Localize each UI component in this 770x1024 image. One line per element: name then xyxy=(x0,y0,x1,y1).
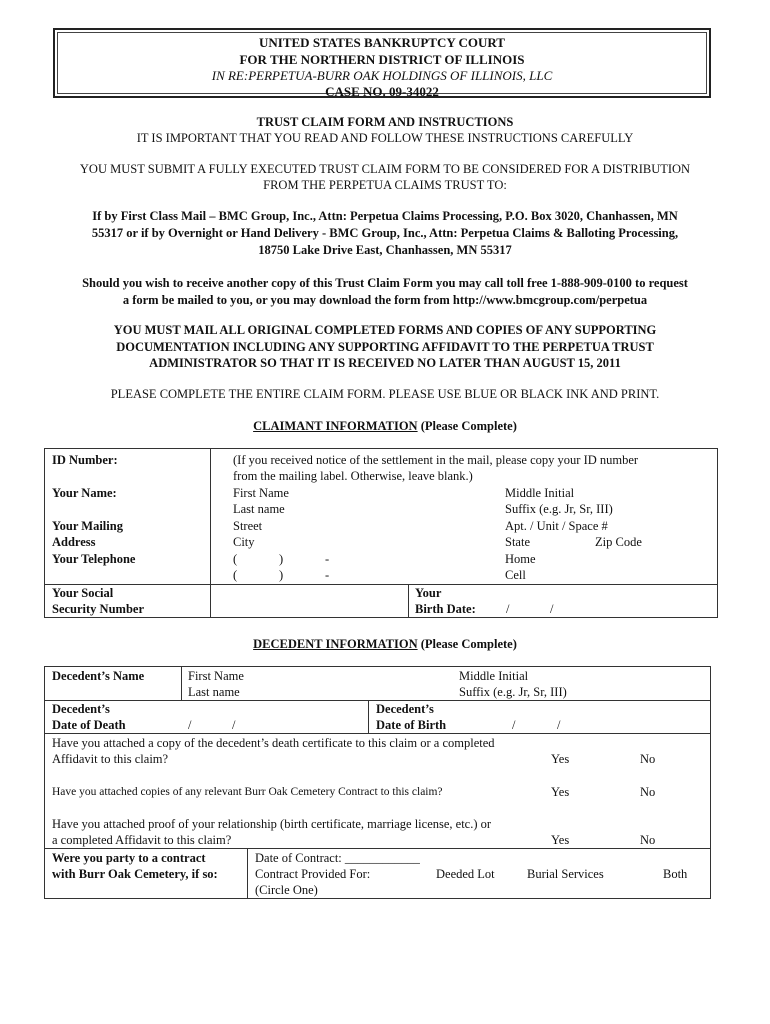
deeded-lot-option[interactable]: Deeded Lot xyxy=(436,867,495,881)
last-name-field[interactable]: Last name xyxy=(233,502,285,516)
id-number-note-2: from the mailing label. Otherwise, leave blank.) xyxy=(233,469,473,483)
ssn-label-1: Your Social xyxy=(52,586,114,600)
decedent-last-name-field[interactable]: Last name xyxy=(188,685,240,699)
claimant-birth-divider xyxy=(408,584,409,618)
decedent-heading-note: (Please Complete) xyxy=(420,637,517,651)
middle-initial-field[interactable]: Middle Initial xyxy=(505,486,575,500)
city-field[interactable]: City xyxy=(233,535,255,549)
birth-date-sep-1: / xyxy=(506,602,510,616)
birth-date-sep-2: / xyxy=(550,602,554,616)
burial-services-option[interactable]: Burial Services xyxy=(527,867,604,881)
in-re-line: IN RE:PERPETUA-BURR OAK HOLDINGS OF ILLINOIS, LLC xyxy=(211,68,553,83)
decedent-name-label: Decedent’s Name xyxy=(52,669,145,683)
decedent-suffix-field[interactable]: Suffix (e.g. Jr, Sr, III) xyxy=(459,685,567,699)
copy-request-line-2: a form be mailed to you, or you may download the form from http://www.bmcgroup.com/perpetua xyxy=(122,293,648,307)
death-date-sep-1: / xyxy=(188,718,192,732)
street-field[interactable]: Street xyxy=(233,519,263,533)
form-title: TRUST CLAIM FORM AND INSTRUCTIONS xyxy=(256,115,514,129)
claimant-table-bottom xyxy=(44,617,718,618)
submit-line-1: YOU MUST SUBMIT A FULLY EXECUTED TRUST CLAIM FORM TO BE CONSIDERED FOR A DISTRIBUTION xyxy=(79,162,691,176)
decedent-heading xyxy=(0,636,770,652)
deadline-line-2: DOCUMENTATION INCLUDING ANY SUPPORTING AFFIDAVIT TO THE PERPETUA TRUST xyxy=(116,340,654,354)
decedent-middle-initial-field[interactable]: Middle Initial xyxy=(459,669,529,683)
decedent-dates-divider xyxy=(368,700,369,734)
birth-date-label-1: Your xyxy=(415,586,442,600)
decedent-table-right xyxy=(710,666,711,899)
mailing-label-1: Your Mailing xyxy=(52,519,123,533)
question-relationship-proof-line-2: a completed Affidavit to this claim? xyxy=(52,833,232,847)
decedent-birth-sep-2: / xyxy=(557,718,561,732)
q2-yes-option[interactable]: Yes xyxy=(551,785,570,799)
suffix-field[interactable]: Suffix (e.g. Jr, Sr, III) xyxy=(505,502,613,516)
home-phone-close: ) xyxy=(279,552,284,566)
decedent-dates-row-bottom xyxy=(44,733,711,734)
id-number-label: ID Number: xyxy=(52,453,118,467)
case-number: CASE NO. 09-34022 xyxy=(325,84,439,99)
ssn-input[interactable] xyxy=(212,586,406,616)
contract-party-label-2: with Burr Oak Cemetery, if so: xyxy=(52,867,218,881)
complete-instruction: PLEASE COMPLETE THE ENTIRE CLAIM FORM. PLEASE USE BLUE OR BLACK INK AND PRINT. xyxy=(110,387,660,401)
decedent-questions-bottom xyxy=(44,848,711,849)
home-phone-field[interactable]: Home xyxy=(505,552,536,566)
claimant-table-right xyxy=(717,448,718,618)
mail-address-line-1: If by First Class Mail – BMC Group, Inc., Attn: Perpetua Claims Processing, P.O. Box 3020, Chanhassen, MN xyxy=(92,209,678,223)
death-date-sep-2: / xyxy=(232,718,236,732)
decedent-death-label-2: Date of Death xyxy=(52,718,126,732)
decedent-table-bottom xyxy=(44,898,711,899)
claimant-table-left xyxy=(44,448,45,618)
copy-request-line-1: Should you wish to receive another copy of this Trust Claim Form you may call toll free 1-888-909-0100 to request xyxy=(82,276,688,290)
claimant-label-divider xyxy=(210,448,211,618)
mailing-label-2: Address xyxy=(52,535,96,549)
cell-phone-open: ( xyxy=(233,568,238,582)
q1-yes-option[interactable]: Yes xyxy=(551,752,570,766)
q1-no-option[interactable]: No xyxy=(640,752,656,766)
first-name-field[interactable]: First Name xyxy=(233,486,289,500)
deadline-line-1: YOU MUST MAIL ALL ORIGINAL COMPLETED FORMS AND COPIES OF ANY SUPPORTING xyxy=(113,323,657,337)
q3-yes-option[interactable]: Yes xyxy=(551,833,570,847)
decedent-contract-divider xyxy=(247,848,248,899)
circle-one-note: (Circle One) xyxy=(255,883,318,897)
claimant-heading-note: (Please Complete) xyxy=(420,419,517,433)
cell-phone-dash: - xyxy=(325,568,330,582)
contract-provided-for-label: Contract Provided For: xyxy=(255,867,371,881)
cell-phone-field[interactable]: Cell xyxy=(505,568,526,582)
q3-no-option[interactable]: No xyxy=(640,833,656,847)
decedent-first-name-field[interactable]: First Name xyxy=(188,669,244,683)
claimant-heading-title: CLAIMANT INFORMATION xyxy=(253,419,418,433)
court-district: FOR THE NORTHERN DISTRICT OF ILLINOIS xyxy=(239,52,525,67)
decedent-table-left xyxy=(44,666,45,899)
your-name-label: Your Name: xyxy=(52,486,117,500)
decedent-birth-sep-1: / xyxy=(512,718,516,732)
contract-party-label-1: Were you party to a contract xyxy=(52,851,206,865)
deadline-line-3: ADMINISTRATOR SO THAT IT IS RECEIVED NO LATER THAN AUGUST 15, 2011 xyxy=(149,356,621,370)
state-field[interactable]: State xyxy=(505,535,530,549)
question-death-certificate-line-2: Affidavit to this claim? xyxy=(52,752,169,766)
claimant-heading xyxy=(0,418,770,434)
ssn-label-2: Security Number xyxy=(52,602,144,616)
zip-field[interactable]: Zip Code xyxy=(595,535,642,549)
date-of-contract-field[interactable]: Date of Contract: ____________ xyxy=(255,851,420,865)
birth-date-label-2: Birth Date: xyxy=(415,602,476,616)
submit-line-2: FROM THE PERPETUA CLAIMS TRUST TO: xyxy=(263,178,507,192)
decedent-death-label-1: Decedent’s xyxy=(52,702,110,716)
decedent-heading-title: DECEDENT INFORMATION xyxy=(253,637,418,651)
decedent-birth-label-1: Decedent’s xyxy=(376,702,434,716)
claimant-ssn-row-top xyxy=(44,584,718,585)
cell-phone-close: ) xyxy=(279,568,284,582)
decedent-birth-label-2: Date of Birth xyxy=(376,718,447,732)
home-phone-dash: - xyxy=(325,552,330,566)
q2-no-option[interactable]: No xyxy=(640,785,656,799)
question-relationship-proof-line-1: Have you attached proof of your relationship (birth certificate, marriage license, etc.) or xyxy=(52,817,492,831)
mail-address-line-2: 55317 or if by Overnight or Hand Delivery - BMC Group, Inc., Attn: Perpetua Claims & Balloting Processing, xyxy=(91,226,679,240)
home-phone-open: ( xyxy=(233,552,238,566)
telephone-label: Your Telephone xyxy=(52,552,136,566)
mail-address-line-3: 18750 Lake Drive East, Chanhassen, MN 55317 xyxy=(258,243,512,257)
instructions-notice: IT IS IMPORTANT THAT YOU READ AND FOLLOW THESE INSTRUCTIONS CAREFULLY xyxy=(136,131,634,145)
decedent-name-divider xyxy=(181,666,182,701)
question-death-certificate-line-1: Have you attached a copy of the decedent’s death certificate to this claim or a completed xyxy=(52,736,495,750)
both-option[interactable]: Both xyxy=(663,867,688,881)
decedent-table-top xyxy=(44,666,711,667)
question-cemetery-contract: Have you attached copies of any relevant Burr Oak Cemetery Contract to this claim? xyxy=(52,786,443,798)
id-number-note-1: (If you received notice of the settlement in the mail, please copy your ID number xyxy=(233,453,639,467)
apt-field[interactable]: Apt. / Unit / Space # xyxy=(505,519,608,533)
claimant-table-top xyxy=(44,448,718,449)
court-name: UNITED STATES BANKRUPTCY COURT xyxy=(259,35,505,50)
